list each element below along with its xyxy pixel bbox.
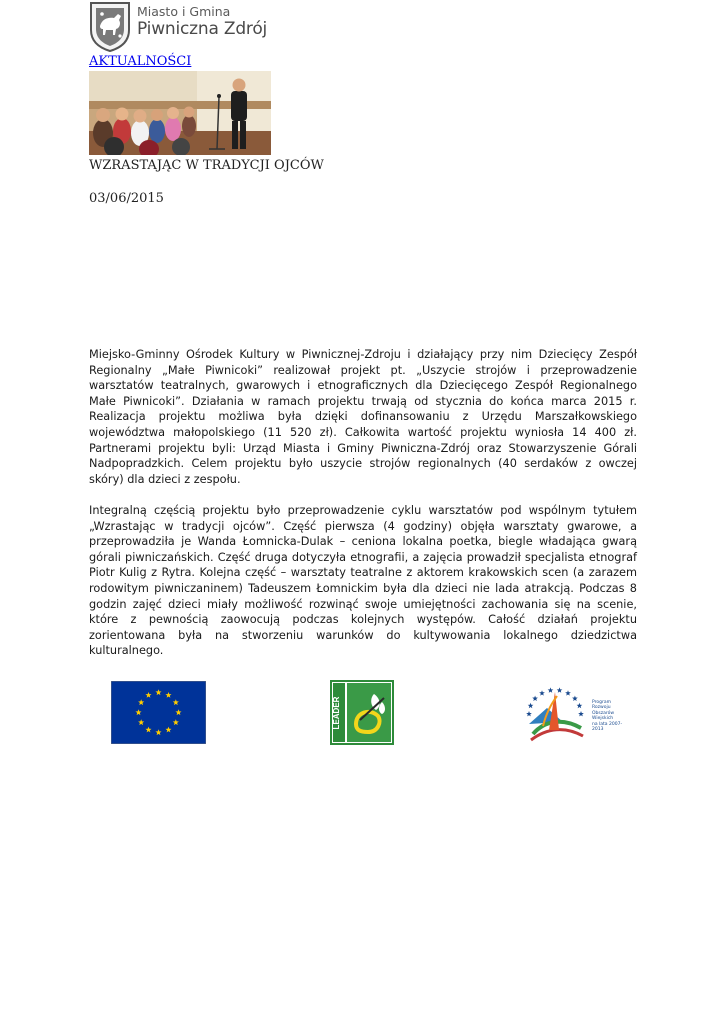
prow-star-icon <box>578 711 584 716</box>
leader-logo <box>330 680 394 745</box>
prow-line: Rozwoju <box>592 705 611 711</box>
coat-of-arms-icon <box>88 0 132 52</box>
leader-wordmark: LEADER <box>332 696 341 730</box>
prow-star-icon <box>548 687 554 692</box>
article-title: WZRASTAJĄC W TRADYCJI OJCÓW <box>89 158 324 173</box>
eu-flag-logo <box>111 681 206 744</box>
article-body <box>89 347 637 674</box>
prow-program-name <box>592 700 624 732</box>
prow-line: Obszarów <box>592 710 615 716</box>
prow-star-icon <box>557 687 563 692</box>
prow-star-icon <box>565 690 571 695</box>
prow-star-icon <box>528 703 534 708</box>
prow-line: na lata 2007-2013 <box>592 721 623 733</box>
prow-star-icon <box>577 703 583 708</box>
article-photo[interactable] <box>89 71 271 155</box>
prow-line: Wiejskich <box>592 716 614 722</box>
article-paragraph-1: Miejsko-Gminny Ośrodek Kultury w Piwnicznej-Zdroju i działający przy nim Dziecięcy Zespół Regionalny „Małe Piwnicoki” realizował projekt pt. „Uszycie strojów i przeprowadzenie warsztatów teatralnych, gwarowych i etnograficznych dla Dziecięcego Zespół Regionalnego Małe Piwnicoki”. Działania w ramach projektu trwają od stycznia do końca marca 2015 r. Realizacja projektu możliwa była dzięki dofinansowaniu z Urzędu Marszałkowskiego województwa małopolskiego (11 520 zł). Całkowita wartość projektu wyniosła 14 400 zł. Partnerami projektu byli: Urząd Miasta i Gminy Piwniczna-Zdrój oraz Stowarzyszenie Górali Nadpopradzkich. Celem projektu było uszycie strojów regionalnych (40 serdaków z owczej skóry) dla dzieci z zespołu. <box>89 348 637 486</box>
prow-star-icon <box>539 690 545 695</box>
article-date: 03/06/2015 <box>89 191 164 206</box>
logo-text-line1: Miasto i Gmina <box>137 4 231 19</box>
municipality-logo[interactable] <box>88 0 268 54</box>
prow-star-icon <box>572 696 578 701</box>
prow-star-icon <box>526 711 532 716</box>
news-category-link[interactable]: AKTUALNOŚCI <box>89 54 192 69</box>
prow-star-icon <box>532 696 538 701</box>
logo-text-line2: Piwniczna Zdrój <box>137 19 268 39</box>
article-paragraph-2: Integralną częścią projektu było przeprowadzenie cyklu warsztatów pod wspólnym tytułem „Wzrastając w tradycji ojców”. Część pierwsza (4 godziny) objęła warsztaty gwarowe, a przeprowadziła je Wanda Łomnicka-Dulak – ceniona lokalna poetka, biegle władająca gwarą górali piwniczańskich. Część druga dotyczyła etnografii, a zajęcia prowadził specjalista etnograf Piotr Kulig z Rytra. Kolejna część – warsztaty teatralne z aktorem krakowskich scen (a zarazem rodowitym piwniczaninem) Tadeuszem Łomnickim była dla dzieci nie lada atrakcją. Podczas 8 godzin zajęć dzieci miały możliwość rozwinąć swoje umiejętności zachowania się na scenie, które z pewnością zaowocują podczas kolejnych występów. Całość działań projektu zorientowana była na stworzeniu warunków do kultywowania lokalnego dziedzictwa kulturalnego. <box>89 503 637 658</box>
prow-line: Program <box>592 700 611 705</box>
